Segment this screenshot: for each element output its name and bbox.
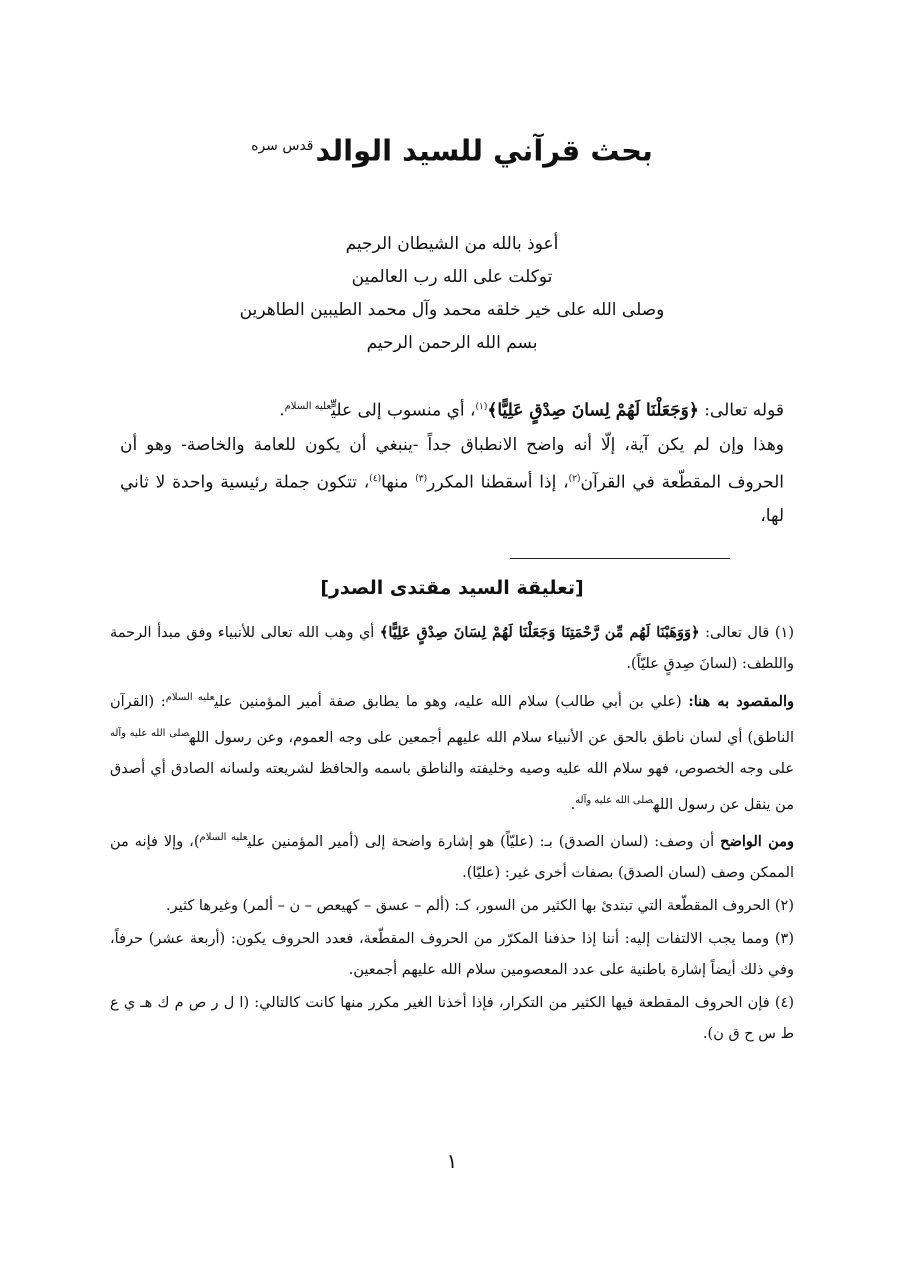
footnote-number: (١) (774, 625, 794, 641)
footnote-ref[interactable]: (٤) (369, 473, 382, 484)
invocation-line: أعوذ بالله من الشيطان الرجيم (345, 234, 559, 254)
text-span: ، تتكون جملة رئيسية واحدة لا ثاني لها، (120, 472, 784, 527)
footnote-divider (510, 558, 730, 559)
footnote: (٤) فإن الحروف المقطعة فيها الكثير من التكرار، فإذا أخذنا الغير مكرر منها كانت كالتالي: (ا ل ر ص م ك هـ ي ع ط س ح ق ن). (110, 995, 794, 1043)
honorific: عليه السلام (199, 832, 248, 844)
notes-title: [تعليقة السيد مقتدى الصدر] (320, 577, 584, 599)
footnote-ref[interactable]: (٣) (415, 473, 428, 484)
title-honorific: قدس سره (251, 138, 314, 154)
footnote-ref[interactable]: (٢) (568, 473, 581, 484)
page-title (0, 120, 904, 177)
text-span: . (570, 796, 576, 813)
lead-phrase: ومن الواضح (720, 833, 794, 851)
honorific: صلى الله عليه وآله (575, 794, 654, 806)
basmala: بسم الله الرحمن الرحيم (366, 333, 538, 353)
title-text: بحث قرآني للسيد الوالد (315, 133, 653, 168)
lead-phrase: والمقصود به هنا: (688, 692, 794, 710)
invocation-line: وصلى الله على خير خلقه محمد وآل محمد الطيبين الطاهرين (239, 300, 665, 320)
footnote: (٣) ومما يجب الالتفات إليه: أننا إذا حذفنا المكرّر من الحروف المقطّعة، فعدد الحروف يكون: (أربعة عشر) حرفاً، وفي ذلك أيضاً إشارة باطنية على عدد المعصومين سلام الله عليهم أجمعين. (110, 931, 794, 979)
honorific: عليه السلام (284, 401, 332, 412)
honorific: صلى الله عليه وآله (110, 727, 190, 739)
text-span: ، إذا أسقطنا المكرر (427, 472, 569, 493)
footnote (110, 617, 794, 680)
text-span: قوله تعالى: (698, 400, 784, 421)
footnote (110, 682, 794, 820)
footnote-ref[interactable]: (١) (475, 402, 488, 412)
footnotes (110, 617, 794, 1052)
text-span: قال تعالى: (699, 625, 775, 641)
quran-verse: ﴿وَوَهَبْنَا لَهُم مِّن رَّحْمَتِنَا وَجَعَلْنَا لَهُمْ لِسَانَ صِدْقٍ عَلِيًّا﴾ (379, 624, 700, 641)
text-span: أي وهب الله تعالى للأنبياء وفق مبدأ الرحمة واللطف: (لسانَ صِدقٍ عليّاً). (110, 625, 794, 672)
text-span: على وجه الخصوص، فهو سلام الله عليه وصيه وخليفته والناطق باسمه والحافظ لشريعته ولسانه الصادق أي أصدق من ينقل عن رسول الله (110, 760, 794, 813)
paragraph (120, 428, 784, 534)
footnote: (٢) الحروف المقطّعة التي تبتدئ بها الكثير من السور، كـ: (ألم – عسق – كهيعص – ن – ألمر) وغيرها كثير. (166, 898, 794, 915)
footnote (110, 822, 794, 889)
page-number: ١ (446, 1149, 458, 1173)
text-span: وهذا وإن لم يكن آية، إلّا أنه واضح الانطباق جداً -ينبغي أن يكون للعامة والخاصة- وهو أن الحروف المقطّعة في القرآن (120, 434, 785, 493)
invocation-line: توكلت على الله رب العالمين (351, 267, 553, 287)
quran-verse: ﴿وَجَعَلْنَا لَهُمْ لِسانَ صِدْقٍ عَلِيًّا﴾ (487, 400, 699, 421)
main-text (120, 390, 784, 533)
text-span: ، أي منسوب إلى عليٍّ (331, 400, 476, 421)
text-span: منها (381, 472, 416, 493)
invocations (0, 228, 904, 360)
text-span: أن وصف: (لسان الصدق) بـ: (عليّاً) هو إشارة واضحة إلى (أمير المؤمنين علي (247, 834, 721, 851)
text-span: )، وإلا فإنه من الممكن وصف (لسان الصدق) بصفات أخرى غير: (عليّا). (110, 834, 794, 882)
text-span: . (279, 400, 285, 421)
honorific: عليه السلام (165, 692, 215, 703)
text-span: (علي بن أبي طالب) سلام الله عليه، وهو ما يطابق صفة أمير المؤمنين علي (214, 693, 689, 710)
paragraph (120, 390, 784, 428)
text-span: : (القرآن الناطق) أي لسان ناطق بالحق عن الأنبياء سلام الله عليهم أجمعين على وجه العموم، وعن رسول الله (110, 693, 794, 746)
